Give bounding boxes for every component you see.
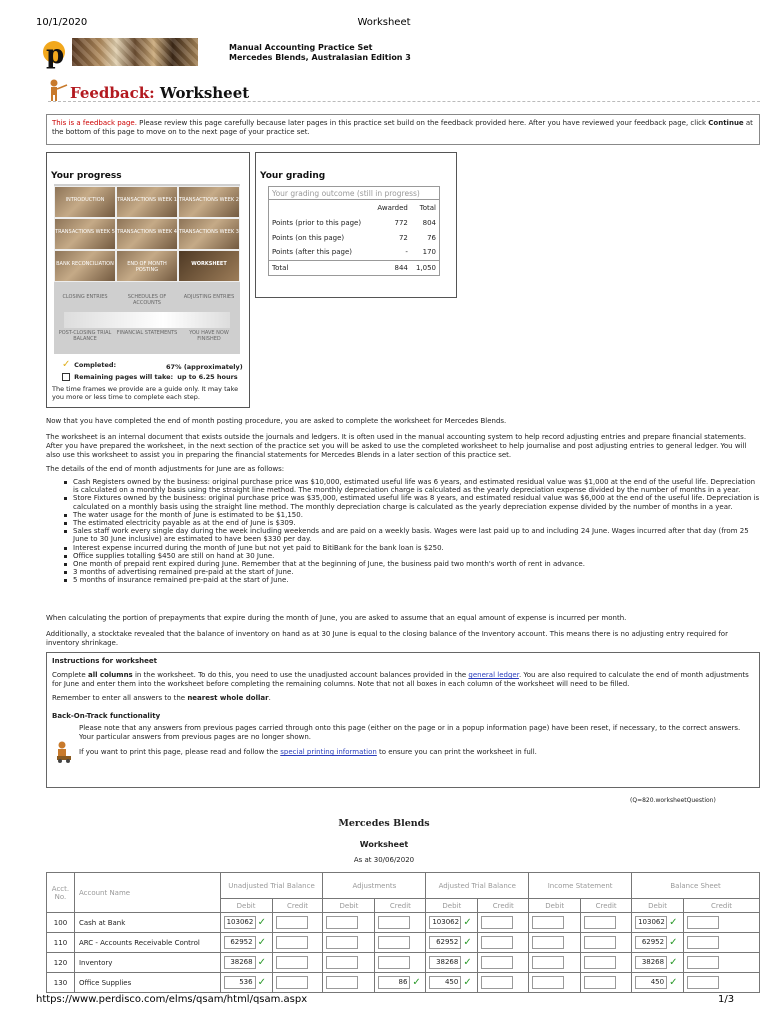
adj_d-input[interactable] [326, 976, 358, 989]
utb_c-input[interactable] [276, 916, 308, 929]
amount-cell [323, 973, 375, 993]
grade-total: 170 [422, 248, 436, 257]
printing-info-link[interactable]: special printing information [280, 748, 377, 756]
correct-check-icon: ✓ [669, 936, 678, 948]
course-subtitle: Mercedes Blends, Australasian Edition 3 [229, 53, 411, 62]
amount-cell [581, 913, 632, 933]
worksheet-company: Mercedes Blends [338, 818, 430, 829]
completed-value: 67% (approximately) [166, 363, 243, 371]
utb_d-input[interactable]: 38268 [224, 956, 256, 969]
remaining-row [62, 373, 238, 381]
amount-cell [581, 973, 632, 993]
puzzle-step: FINANCIAL STATEMENTS [116, 330, 178, 336]
atb_c-input[interactable] [481, 956, 513, 969]
instr-part: Complete [52, 671, 88, 679]
course-title: Manual Accounting Practice Set [229, 43, 373, 52]
amount-cell [272, 933, 323, 953]
instr-part: . [268, 694, 271, 702]
amount-cell [323, 953, 375, 973]
puzzle-step: ADJUSTING ENTRIES [183, 294, 235, 300]
grading-outcome: Your grading outcome (still in progress) [268, 186, 440, 200]
col-credit: Credit [581, 899, 632, 913]
adj_d-input[interactable] [326, 956, 358, 969]
col-debit: Debit [323, 899, 375, 913]
list-item: The estimated electricity payable as at the end of June is $309. [73, 519, 760, 527]
progress-note: The time frames we provide are a guide only. It may take you more or less time to complete each step. [52, 385, 239, 401]
completed-row [62, 361, 116, 369]
perdisco-logo-icon [38, 38, 72, 72]
col-adjusted-tb: Adjusted Trial Balance [426, 873, 529, 899]
puzzle-piece: TRANSACTIONS WEEK 3 [178, 218, 240, 250]
grade-total-label: Total [269, 260, 372, 275]
col-adjustments: Adjustments [323, 873, 426, 899]
correct-check-icon: ✓ [257, 976, 266, 988]
puzzle-piece: TRANSACTIONS WEEK 4 [116, 218, 178, 250]
list-item: The water usage for the month of June is estimated to be $1,150. [73, 511, 760, 519]
instr-part: If you want to print this page, please read and follow the [79, 748, 281, 756]
amount-cell [478, 933, 529, 953]
col-credit: Credit [272, 899, 323, 913]
account-number: 120 [47, 953, 75, 973]
atb_c-input[interactable] [481, 976, 513, 989]
amount-cell [426, 973, 478, 993]
page-title-main: Worksheet [159, 84, 250, 102]
grade-awarded: 72 [398, 233, 408, 242]
correct-check-icon: ✓ [463, 916, 472, 928]
adj_c-input[interactable] [378, 956, 410, 969]
bs_c-input[interactable] [687, 956, 719, 969]
is_c-input[interactable] [584, 976, 616, 989]
col-balance-sheet: Balance Sheet [632, 873, 760, 899]
account-number: 100 [47, 913, 75, 933]
amount-cell [220, 933, 272, 953]
worksheet-date: As at 30/06/2020 [353, 856, 415, 864]
progress-arrow [64, 312, 230, 328]
amount-cell [684, 933, 760, 953]
instr-bold: all columns [87, 671, 133, 679]
intro-paragraph: Now that you have completed the end of month posting procedure, you are asked to complete the worksheet for Mercedes Blends. [46, 417, 507, 425]
account-name: Cash at Bank [74, 913, 220, 933]
correct-check-icon: ✓ [669, 916, 678, 928]
puzzle-piece: TRANSACTIONS WEEK 1 [116, 186, 178, 218]
remaining-value: up to 6.25 hours [177, 373, 238, 381]
bs_d-input[interactable]: 62952 [635, 936, 667, 949]
is_d-input[interactable] [532, 936, 564, 949]
amount-cell [272, 973, 323, 993]
bs_d-input[interactable]: 450 [635, 976, 667, 989]
adj_c-input[interactable] [378, 936, 410, 949]
completed-label: Completed: [74, 361, 117, 369]
amount-cell [426, 913, 478, 933]
print-url: https://www.perdisco.com/elms/qsam/html/qsam.aspx [36, 994, 308, 1005]
amount-cell [529, 913, 581, 933]
grade-awarded: - [405, 248, 408, 257]
col-debit: Debit [632, 899, 684, 913]
amount-cell [375, 933, 426, 953]
account-name: Office Supplies [74, 973, 220, 993]
page-title [70, 84, 249, 102]
prepayment-note: When calculating the portion of prepayments that expire during the month of June, you are asked to assume that an equal amount of expense is incurred per month. [46, 614, 627, 622]
puzzle-piece: TRANSACTIONS WEEK 2 [178, 186, 240, 218]
calendar-icon [62, 373, 70, 381]
bs_c-input[interactable] [687, 936, 719, 949]
notice-continue-word: Continue [708, 119, 744, 127]
progress-heading: Your progress [51, 171, 122, 181]
amount-cell [581, 953, 632, 973]
notice-text: Please review this page carefully because later pages in this practice set build on the feedback provided here. After you have reviewed your feedback page, click [136, 119, 709, 127]
is_c-input[interactable] [584, 916, 616, 929]
amount-cell [220, 953, 272, 973]
instructions-text [52, 671, 754, 689]
puzzle-step: CLOSING ENTRIES [62, 294, 108, 300]
col-total: Total [419, 203, 436, 212]
worksheet-table [46, 872, 760, 993]
correct-check-icon: ✓ [257, 916, 266, 928]
col-account-name: Account Name [74, 873, 220, 913]
bot-heading: Back-On-Track functionality [52, 712, 161, 720]
question-reference: (Q=820.worksheetQuestion) [630, 797, 716, 804]
bs_c-input[interactable] [687, 976, 719, 989]
atb_c-input[interactable] [481, 936, 513, 949]
presenter-figure-icon [46, 78, 68, 102]
col-income-statement: Income Statement [529, 873, 632, 899]
puzzle-piece: INTRODUCTION [54, 186, 116, 218]
adj_c-input[interactable] [378, 916, 410, 929]
table-row [47, 973, 760, 993]
amount-cell [529, 973, 581, 993]
account-name: Inventory [74, 953, 220, 973]
atb_d-input[interactable]: 103062 [429, 916, 461, 929]
atb_d-input[interactable]: 38268 [429, 956, 461, 969]
print-page-number: 1/3 [718, 994, 735, 1005]
rounding-note [52, 694, 754, 703]
bs_d-input[interactable]: 103062 [635, 916, 667, 929]
instr-bold: nearest whole dollar [187, 694, 269, 702]
table-row [47, 953, 760, 973]
col-unadjusted-tb: Unadjusted Trial Balance [220, 873, 323, 899]
amount-cell [272, 913, 323, 933]
is_d-input[interactable] [532, 916, 564, 929]
grade-total: 804 [422, 218, 436, 227]
instr-part: in the worksheet. To do this, you need to use the unadjusted account balances provided in the [132, 671, 469, 679]
course-banner-image [72, 38, 198, 66]
list-item: Store Fixtures owned by the business: original purchase price was $35,000, estimated useful life was 8 years, and estimated residual value was $6,000 at the end of the useful life. Depreciation is calculated on a monthly basis using the straight line method. The monthly depreciation charge is calculated as the yearly depreciation expense divided by the number of months in a year. [73, 494, 760, 511]
amount-cell [426, 953, 478, 973]
amount-cell [220, 913, 272, 933]
grading-table [268, 200, 440, 276]
table-row [47, 933, 760, 953]
amount-cell [478, 913, 529, 933]
correct-check-icon: ✓ [463, 936, 472, 948]
adj_d-input[interactable] [326, 916, 358, 929]
amount-cell [632, 973, 684, 993]
adj_c-input[interactable]: 86 [378, 976, 410, 989]
amount-cell [478, 973, 529, 993]
list-item: Cash Registers owned by the business: original purchase price was $10,000, estimated useful life was 6 years, and estimated residual value was $1,000 at the end of the useful life. Depreciation is calculated on a monthly basis using the straight line method. The monthly depreciation charge is calculated as the yearly depreciation expense divided by the number of months in a year. [73, 478, 760, 494]
bs_c-input[interactable] [687, 916, 719, 929]
correct-check-icon: ✓ [669, 956, 678, 968]
print-title: Worksheet [357, 17, 411, 28]
account-number: 110 [47, 933, 75, 953]
col-credit: Credit [478, 899, 529, 913]
col-credit: Credit [375, 899, 426, 913]
grade-awarded: 772 [394, 218, 408, 227]
list-item: 3 months of advertising remained pre-paid at the start of June. [73, 568, 760, 576]
is_c-input[interactable] [584, 936, 616, 949]
adj_d-input[interactable] [326, 936, 358, 949]
grade-label: Points (after this page) [272, 248, 352, 257]
puzzle-step: SCHEDULES OF ACCOUNTS [127, 294, 167, 306]
correct-check-icon: ✓ [463, 956, 472, 968]
list-item: Office supplies totalling $450 are still on hand at 30 June. [73, 552, 760, 560]
feedback-notice [46, 114, 760, 145]
is_c-input[interactable] [584, 956, 616, 969]
amount-cell [581, 933, 632, 953]
remaining-label: Remaining pages will take: [74, 373, 174, 381]
puzzle-step: POST-CLOSING TRIAL BALANCE [58, 330, 112, 342]
is_d-input[interactable] [532, 956, 564, 969]
account-number: 130 [47, 973, 75, 993]
col-acct-no: Acct. No. [47, 873, 75, 913]
amount-cell [375, 913, 426, 933]
amount-cell [220, 973, 272, 993]
bs_d-input[interactable]: 38268 [635, 956, 667, 969]
col-debit: Debit [426, 899, 478, 913]
grade-total-awarded: 844 [372, 260, 411, 275]
worksheet-title: Worksheet [359, 840, 409, 849]
instr-part: . You are also required to calculate the end of month adjustments for June and enter them into the worksheet before completing the remaining columns. Note that not all boxes in each column of the worksheet will need to be filled. [52, 671, 749, 688]
puzzle-step: YOU HAVE NOW FINISHED [189, 330, 229, 342]
col-awarded: Awarded [377, 203, 408, 212]
list-item: Interest expense incurred during the month of June but not yet paid to BitiBank for the bank loan is $250. [73, 544, 760, 552]
stocktake-note: Additionally, a stocktake revealed that the balance of inventory on hand as at 30 June is equal to the closing balance of the Inventory account. This means there is no adjusting entry required for inventory shrinkage. [46, 630, 728, 647]
amount-cell [323, 933, 375, 953]
instructions-heading: Instructions for worksheet [52, 657, 157, 665]
instr-part: Remember to enter all answers to the [52, 694, 188, 702]
puzzle-piece-current: WORKSHEET [178, 250, 240, 282]
amount-cell [272, 953, 323, 973]
puzzle-piece: END OF MONTH POSTING [116, 250, 178, 282]
is_d-input[interactable] [532, 976, 564, 989]
svg-text:p: p [46, 40, 65, 70]
amount-cell [529, 953, 581, 973]
adjustments-intro: The details of the end of month adjustments for June are as follows: [46, 465, 285, 473]
print-instructions [52, 748, 754, 757]
progress-puzzle [54, 184, 240, 354]
amount-cell [323, 913, 375, 933]
correct-check-icon: ✓ [257, 936, 266, 948]
checkmark-icon: ✓ [62, 359, 71, 370]
list-item: Sales staff work every single day during the week including weekends and are paid on a weekly basis. Wages were last paid up to and including 24 June. Wages incurred after that day (from 25 June to 30 June inclusive) are estimated to have been $330 per day. [73, 527, 760, 543]
notice-text-end: at the bottom of this page to move on to the next page of your practice set. [52, 119, 753, 136]
worksheet-description: The worksheet is an internal document that exists outside the journals and ledgers. It is often used in the manual accounting system to help record adjusting entries and prepare financial statements. After you have prepared the worksheet, in the next section of the practice set you will be asked to use the completed worksheet to help journalise and post adjusting entries to general ledger. You will also use this worksheet to assist you in preparing the financial statements for Mercedes Blends in a later section of this practice set. [46, 433, 747, 459]
utb_c-input[interactable] [276, 956, 308, 969]
bot-text: Please note that any answers from previous pages carried through onto this page (either on the page or in a popup information page) have been reset, if necessary, to the correct answers. Your particular answers from previous pages are no longer shown. [79, 724, 741, 741]
instr-part: to ensure you can print the worksheet in full. [376, 748, 537, 756]
correct-check-icon: ✓ [669, 976, 678, 988]
correct-check-icon: ✓ [463, 976, 472, 988]
page-title-prefix: Feedback: [70, 84, 160, 102]
adjustments-list [46, 478, 760, 585]
grade-total: 76 [427, 233, 436, 242]
general-ledger-link[interactable]: general ledger [468, 671, 519, 679]
account-name: ARC - Accounts Receivable Control [74, 933, 220, 953]
col-debit: Debit [220, 899, 272, 913]
amount-cell [684, 953, 760, 973]
print-date: 10/1/2020 [36, 17, 88, 28]
utb_d-input[interactable]: 62952 [224, 936, 256, 949]
grade-total-total: 1,050 [411, 260, 440, 275]
col-credit: Credit [684, 899, 760, 913]
atb_d-input[interactable]: 450 [429, 976, 461, 989]
table-row [47, 913, 760, 933]
amount-cell [478, 953, 529, 973]
atb_c-input[interactable] [481, 916, 513, 929]
amount-cell [632, 953, 684, 973]
back-on-track-icon [54, 740, 74, 764]
notice-highlight: This is a feedback page. [52, 119, 137, 127]
amount-cell [375, 973, 426, 993]
correct-check-icon: ✓ [257, 956, 266, 968]
amount-cell [632, 933, 684, 953]
utb_c-input[interactable] [276, 976, 308, 989]
grading-heading: Your grading [260, 171, 326, 181]
atb_d-input[interactable]: 62952 [429, 936, 461, 949]
correct-check-icon: ✓ [412, 976, 421, 988]
amount-cell [632, 913, 684, 933]
amount-cell [426, 933, 478, 953]
utb_d-input[interactable]: 536 [224, 976, 256, 989]
grade-label: Points (on this page) [272, 233, 345, 242]
col-debit: Debit [529, 899, 581, 913]
amount-cell [684, 913, 760, 933]
utb_d-input[interactable]: 103062 [224, 916, 256, 929]
grade-label: Points (prior to this page) [272, 218, 362, 227]
list-item: 5 months of insurance remained pre-paid at the start of June. [73, 576, 760, 584]
puzzle-piece: TRANSACTIONS WEEK 5 [54, 218, 116, 250]
puzzle-piece: BANK RECONCILIATION [54, 250, 116, 282]
utb_c-input[interactable] [276, 936, 308, 949]
amount-cell [375, 953, 426, 973]
list-item: One month of prepaid rent expired during June. Remember that at the beginning of June, the business paid two month's worth of rent in advance. [73, 560, 760, 568]
amount-cell [529, 933, 581, 953]
amount-cell [684, 973, 760, 993]
instructions-panel [46, 652, 760, 788]
